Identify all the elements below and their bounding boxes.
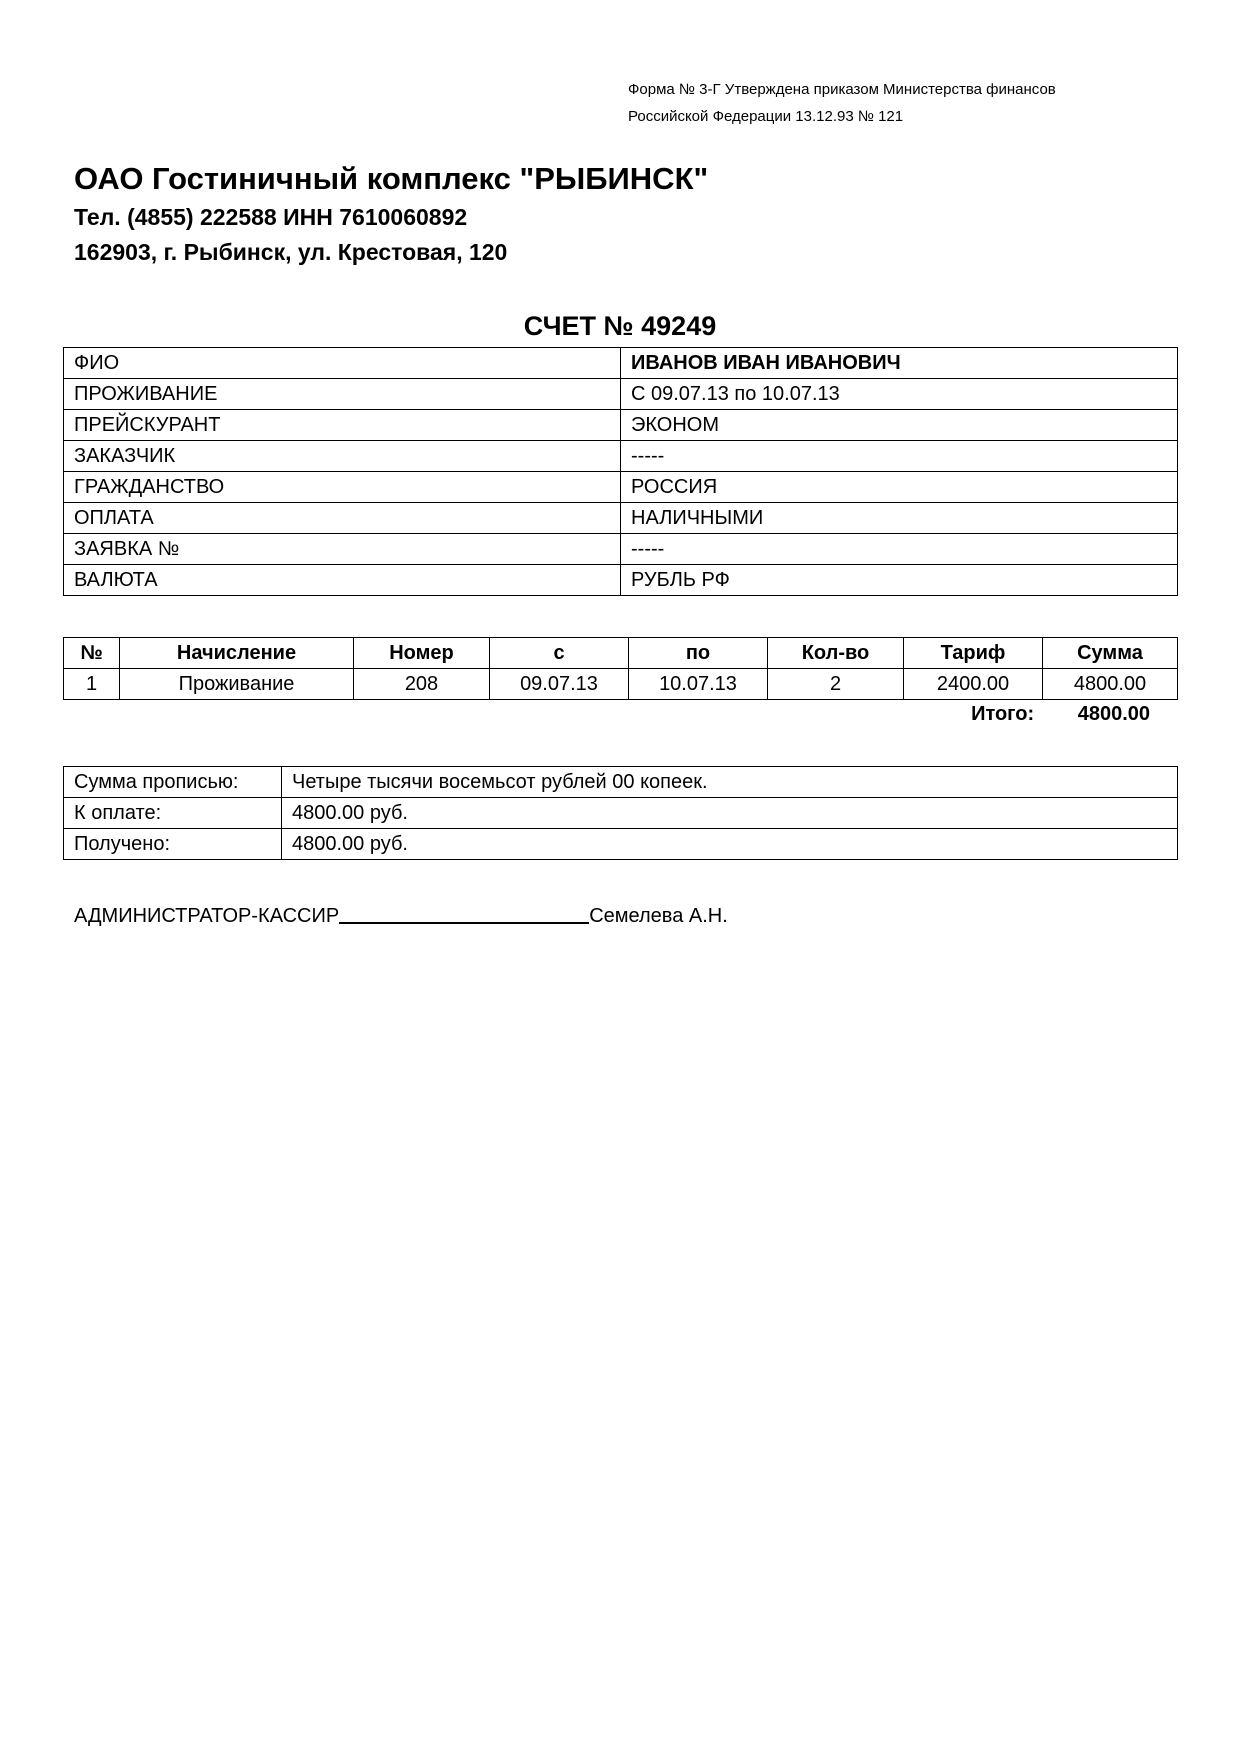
- info-row-request: [64, 534, 1178, 565]
- col-header-rate: Тариф: [904, 638, 1043, 669]
- info-label: ВАЛЮТА: [64, 565, 621, 596]
- charges-header-row: [64, 638, 1178, 669]
- col-header-room: Номер: [354, 638, 490, 669]
- col-header-charge: Начисление: [120, 638, 354, 669]
- cell-number: 1: [64, 669, 120, 700]
- table-row: [64, 669, 1178, 700]
- cell-quantity: 2: [768, 669, 904, 700]
- signature-line: [339, 900, 589, 924]
- guest-info-table: [63, 347, 1178, 596]
- organization-contacts: Тел. (4855) 222588 ИНН 7610060892: [74, 204, 468, 230]
- info-value: РОССИЯ: [621, 472, 1178, 503]
- payment-row-words: [64, 767, 1178, 798]
- cell-from: 09.07.13: [490, 669, 629, 700]
- info-label: ОПЛАТА: [64, 503, 621, 534]
- payment-value: 4800.00 руб.: [282, 829, 1178, 860]
- info-label: ГРАЖДАНСТВО: [64, 472, 621, 503]
- organization-header: [74, 160, 708, 270]
- form-note-line-1: Форма № 3-Г Утверждена приказом Министерства финансов: [628, 81, 1056, 98]
- info-label: ЗАЯВКА №: [64, 534, 621, 565]
- info-row-pricelist: [64, 410, 1178, 441]
- info-row-citizenship: [64, 472, 1178, 503]
- col-header-sum: Сумма: [1043, 638, 1178, 669]
- info-value: РУБЛЬ РФ: [621, 565, 1178, 596]
- organization-name: ОАО Гостиничный комплекс "РЫБИНСК": [74, 161, 709, 196]
- info-row-customer: [64, 441, 1178, 472]
- cell-to: 10.07.13: [629, 669, 768, 700]
- payment-value: Четыре тысячи восемьсот рублей 00 копеек.: [282, 767, 1178, 798]
- charges-total: [971, 703, 1150, 726]
- payment-row-due: [64, 798, 1178, 829]
- signature-name: Семелева А.Н.: [589, 905, 728, 927]
- info-value: -----: [621, 534, 1178, 565]
- payment-value: 4800.00 руб.: [282, 798, 1178, 829]
- info-row-currency: [64, 565, 1178, 596]
- info-row-fio: [64, 348, 1178, 379]
- total-label: Итого:: [971, 703, 1035, 725]
- signature-block: [74, 900, 728, 930]
- payment-label: К оплате:: [64, 798, 282, 829]
- organization-address: 162903, г. Рыбинск, ул. Крестовая, 120: [74, 239, 508, 265]
- total-value: 4800.00: [1077, 703, 1150, 725]
- info-label: ПРОЖИВАНИЕ: [64, 379, 621, 410]
- info-label: ФИО: [64, 348, 621, 379]
- info-row-payment: [64, 503, 1178, 534]
- form-note-line-2: Российской Федерации 13.12.93 № 121: [628, 108, 904, 125]
- cell-room: 208: [354, 669, 490, 700]
- payment-label: Получено:: [64, 829, 282, 860]
- cell-charge: Проживание: [120, 669, 354, 700]
- col-header-from: с: [490, 638, 629, 669]
- info-label: ПРЕЙСКУРАНТ: [64, 410, 621, 441]
- info-value: -----: [621, 441, 1178, 472]
- signature-role: АДМИНИСТРАТОР-КАССИР: [74, 905, 340, 927]
- payment-row-received: [64, 829, 1178, 860]
- col-header-quantity: Кол-во: [768, 638, 904, 669]
- col-header-number: №: [64, 638, 120, 669]
- charges-table: [63, 637, 1178, 700]
- info-value: ИВАНОВ ИВАН ИВАНОВИЧ: [621, 348, 1178, 379]
- cell-sum: 4800.00: [1043, 669, 1178, 700]
- info-row-stay: [64, 379, 1178, 410]
- payment-table: [63, 766, 1178, 860]
- cell-rate: 2400.00: [904, 669, 1043, 700]
- invoice-title: СЧЕТ № 49249: [523, 311, 717, 341]
- info-value: С 09.07.13 по 10.07.13: [621, 379, 1178, 410]
- form-approval-note: [628, 76, 1056, 130]
- info-value: НАЛИЧНЫМИ: [621, 503, 1178, 534]
- info-value: ЭКОНОМ: [621, 410, 1178, 441]
- payment-label: Сумма прописью:: [64, 767, 282, 798]
- col-header-to: по: [629, 638, 768, 669]
- info-label: ЗАКАЗЧИК: [64, 441, 621, 472]
